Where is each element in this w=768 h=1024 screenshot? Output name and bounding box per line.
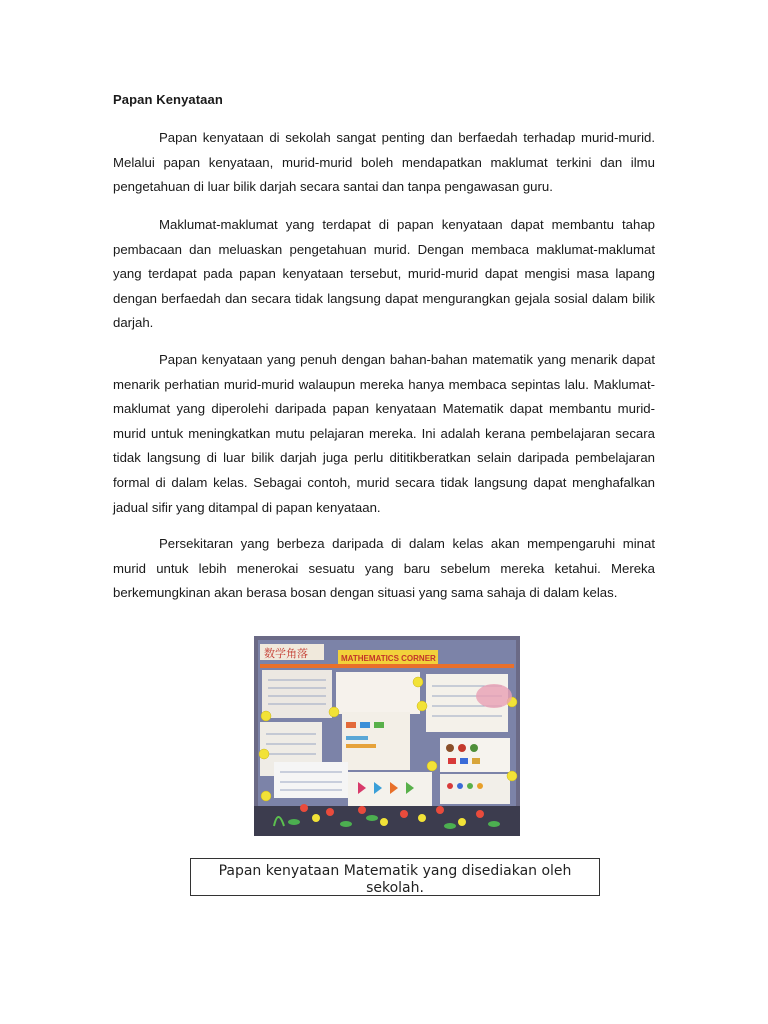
chinese-banner-text: 数学角落 bbox=[264, 647, 308, 660]
section-heading: Papan Kenyataan bbox=[113, 92, 223, 107]
paragraph-4: Persekitaran yang berbeza daripada di dalam kelas akan mempengaruhi minat murid untuk lebih menerokai sesuatu yang baru sebelum mereka ketahui. Mereka berkemungkinan akan berasa bosan dengan situasi yang sama sahaja di dalam kelas. bbox=[113, 536, 655, 601]
photo-caption: Papan kenyataan Matematik yang disediakan oleh sekolah. bbox=[190, 858, 600, 896]
paragraph-2: Maklumat-maklumat yang terdapat di papan kenyataan dapat membantu tahap pembacaan dan meluaskan pengetahuan murid. Dengan membaca maklumat-maklumat yang terdapat pada papan kenyataan tersebut, murid-murid dapat mengisi masa lapang dengan berfaedah dan secara tidak langsung dapat mengurangkan gejala sosial dalam bilik darjah. bbox=[113, 217, 655, 331]
math-corner-photo bbox=[254, 636, 520, 836]
paragraph-3: Papan kenyataan yang penuh dengan bahan-bahan matematik yang menarik dapat menarik perhatian murid-murid walaupun mereka hanya membaca sepintas lalu. Maklumat-maklumat yang diperolehi daripada papan kenyataan Matematik dapat membantu murid-murid untuk meningkatkan mutu pelajaran mereka. Ini adalah kerana pembelajaran secara tidak langsung di luar bilik darjah juga perlu dititikberatkan selain daripada pembelajaran formal di dalam kelas. Sebagai contoh, murid secara tidak langsung dapat menghafalkan jadual sifir yang ditampal di papan kenyataan. bbox=[113, 352, 655, 515]
paragraph-1: Papan kenyataan di sekolah sangat penting dan berfaedah terhadap murid-murid. Melalui papan kenyataan, murid-murid boleh mendapatkan maklumat terkini dan ilmu pengetahuan di luar bilik darjah secara santai dan tanpa pengawasan guru. bbox=[113, 130, 655, 195]
math-corner-banner: MATHEMATICS CORNER bbox=[341, 654, 436, 663]
